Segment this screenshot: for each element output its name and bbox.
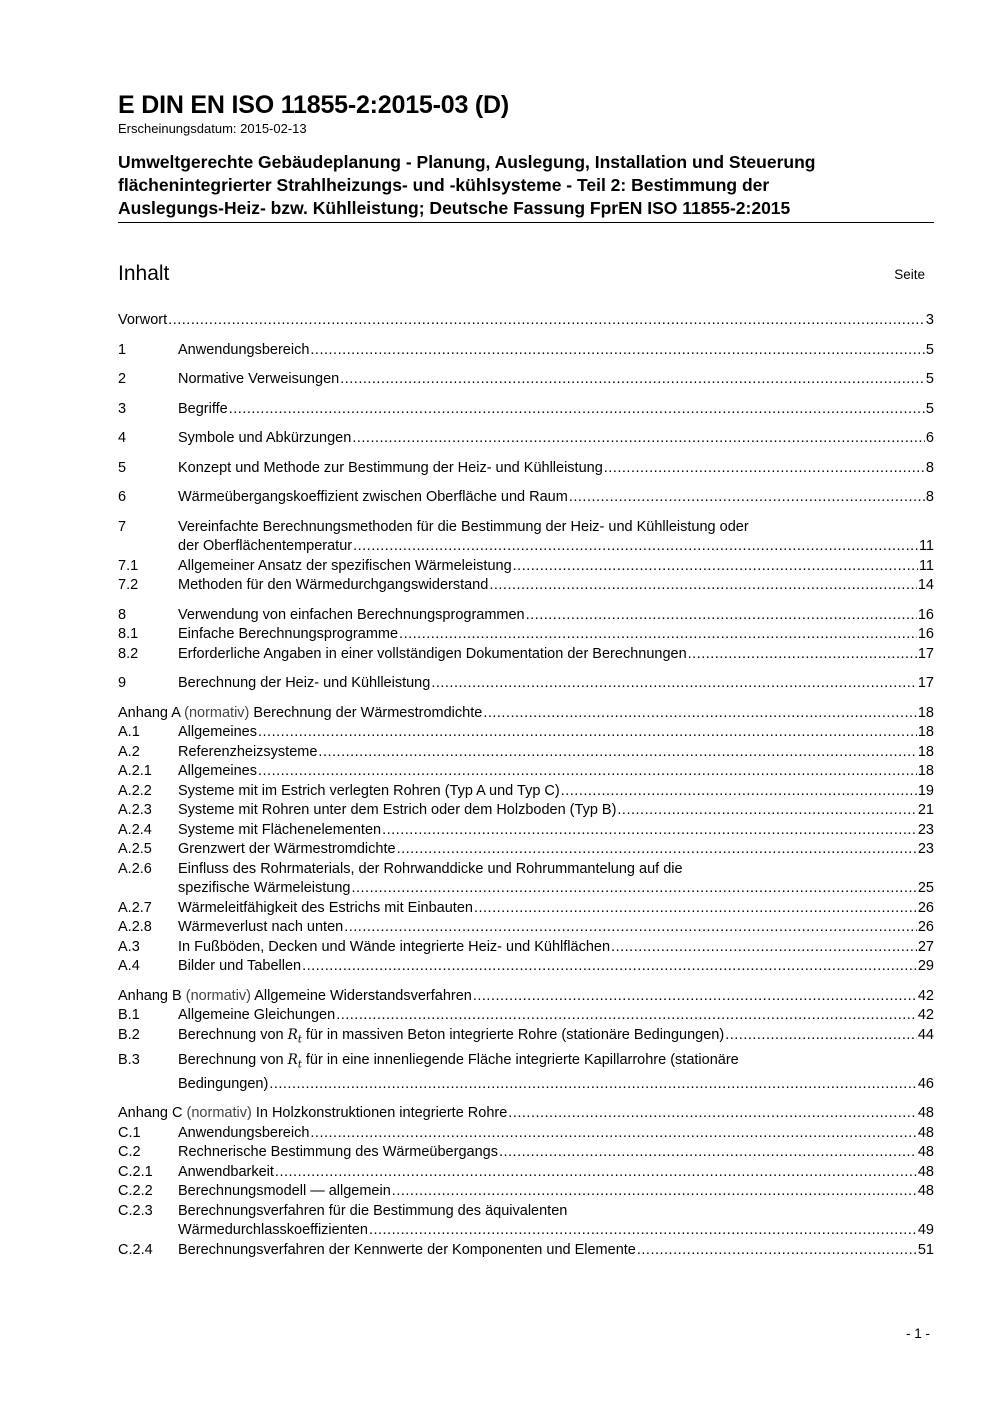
toc-entry-title: spezifische Wärmeleistung xyxy=(178,880,351,896)
toc-entry-title: Anwendungsbereich xyxy=(178,341,310,358)
document-title xyxy=(118,151,934,223)
toc-entry-title: Allgemeines xyxy=(178,724,257,740)
toc-entry-number: 8 xyxy=(118,606,127,623)
toc-entry[interactable] xyxy=(118,879,934,899)
annex-label: Anhang B xyxy=(118,987,182,1004)
annex-label: Anhang C xyxy=(118,1105,183,1121)
toc-entry-title: Einfluss des Rohrmaterials, der Rohrwanddicke und Rohrummantelung auf die xyxy=(178,860,683,877)
dot-leader xyxy=(310,1124,916,1144)
toc-entry[interactable] xyxy=(118,1051,934,1071)
toc-entry-title: In Fußböden, Decken und Wände integrierte Heiz- und Kühlflächen xyxy=(178,938,611,955)
toc-entry[interactable] xyxy=(118,723,934,743)
toc-entry-number: A.2.6 xyxy=(118,860,152,877)
toc-entry-number: 3 xyxy=(118,400,127,417)
dot-leader xyxy=(269,1075,917,1095)
toc-entry-page: 18 xyxy=(917,704,934,721)
toc-entry-title: Symbole und Abkürzungen xyxy=(178,430,352,446)
toc-entry-title: der Oberflächentemperatur xyxy=(178,538,353,554)
symbol-subscript: t xyxy=(297,1034,302,1046)
toc-entry[interactable] xyxy=(118,1006,934,1026)
toc-entry[interactable] xyxy=(118,821,934,841)
toc-entry-number: A.2.8 xyxy=(118,919,152,935)
dot-leader xyxy=(392,1182,917,1202)
dot-leader xyxy=(258,723,917,743)
toc-entry[interactable] xyxy=(118,311,934,331)
toc-entry-page: 17 xyxy=(917,675,934,691)
toc-entry-number: 7.2 xyxy=(118,577,139,593)
title-line: Auslegungs-Heiz- bzw. Kühlleistung; Deutsche Fassung FprEN ISO 11855-2:2015 xyxy=(118,198,791,218)
toc-entry-title: Berechnung der Heiz- und Kühlleistung xyxy=(178,675,431,691)
toc-entry[interactable] xyxy=(118,1241,934,1261)
toc-entry-page: 29 xyxy=(917,958,934,974)
toc-entry[interactable] xyxy=(118,987,934,1007)
dot-leader xyxy=(229,400,925,420)
dot-leader xyxy=(369,1221,917,1241)
toc-entry[interactable] xyxy=(118,957,934,977)
annex-normative-tag: (normativ) xyxy=(184,704,250,721)
toc-entry-number: B.1 xyxy=(118,1007,140,1023)
toc-entry-number: 5 xyxy=(118,459,127,476)
annex-normative-tag: (normativ) xyxy=(186,1105,252,1121)
dot-leader xyxy=(382,821,917,841)
toc-entry-number: 8.2 xyxy=(118,645,139,662)
toc-entry[interactable] xyxy=(118,743,934,763)
toc-entry-page: 11 xyxy=(918,538,934,554)
dot-leader xyxy=(336,1006,917,1026)
symbol-subscript: t xyxy=(297,1059,302,1071)
toc-entry-page: 21 xyxy=(917,802,934,818)
document-id: E DIN EN ISO 11855-2:2015-03 (D) xyxy=(118,91,509,119)
publication-date: Erscheinungsdatum: 2015-02-13 xyxy=(118,121,307,136)
document-page xyxy=(118,90,934,1260)
toc-entry-number: A.2 xyxy=(118,743,140,760)
dot-leader xyxy=(310,341,925,361)
dot-leader xyxy=(344,918,917,938)
toc-entry-number: 8.1 xyxy=(118,626,139,642)
dot-leader xyxy=(617,801,916,821)
toc-entry-page: 14 xyxy=(917,577,934,593)
toc-entry[interactable] xyxy=(118,400,934,420)
symbol-rt xyxy=(287,1052,302,1071)
toc-entry-page: 48 xyxy=(917,1144,934,1160)
dot-leader xyxy=(611,938,917,958)
dot-leader xyxy=(637,1241,917,1261)
toc-entry-number: C.2.4 xyxy=(118,1241,153,1258)
toc-entry-title: Normative Verweisungen xyxy=(178,371,340,387)
toc-entry-page: 8 xyxy=(925,459,934,476)
toc-entry-page: 3 xyxy=(925,312,934,328)
toc-entry-title-part: Berechnung von xyxy=(178,1052,284,1068)
toc-entry[interactable] xyxy=(118,625,934,645)
toc-entry-number: A.4 xyxy=(118,958,140,974)
toc-entry-title xyxy=(118,704,482,724)
toc-entry-title xyxy=(118,987,472,1007)
toc-entry-number: 7.1 xyxy=(118,557,139,574)
toc-entry[interactable] xyxy=(118,938,934,958)
toc-entry-page: 44 xyxy=(917,1026,934,1043)
toc-entry[interactable] xyxy=(118,801,934,821)
toc-entry[interactable] xyxy=(118,606,934,626)
toc-entry-number: A.2.3 xyxy=(118,802,152,818)
toc-entry-number: 2 xyxy=(118,371,127,387)
toc-entry-page: 42 xyxy=(917,1007,934,1023)
toc-entry[interactable] xyxy=(118,1163,934,1183)
toc-entry-number: B.2 xyxy=(118,1026,140,1043)
toc-entry-page: 51 xyxy=(917,1241,934,1258)
toc-entry[interactable] xyxy=(118,1202,934,1222)
title-line: flächenintegrierter Strahlheizungs- und -kühlsysteme - Teil 2: Bestimmung der xyxy=(118,175,770,195)
toc-entry-page: 48 xyxy=(917,1163,934,1180)
toc-entry-number: A.1 xyxy=(118,724,140,740)
toc-entry[interactable] xyxy=(118,459,934,479)
toc-entry[interactable] xyxy=(118,645,934,665)
toc-entry-title-part: Berechnung von xyxy=(178,1026,284,1043)
dot-leader xyxy=(258,762,917,782)
toc-entry-title: Methoden für den Wärmedurchgangswiderstand xyxy=(178,577,489,593)
toc-entry-title: Grenzwert der Wärmestromdichte xyxy=(178,841,396,857)
toc-entry[interactable] xyxy=(118,537,934,557)
dot-leader xyxy=(604,459,925,479)
toc-entry[interactable] xyxy=(118,860,934,880)
toc-entry-title: Systeme mit Flächenelementen xyxy=(178,821,382,838)
toc-entry-title: Allgemeiner Ansatz der spezifischen Wärmeleistung xyxy=(178,557,512,574)
toc-entry-number: A.3 xyxy=(118,938,140,955)
toc-entry-title: Vorwort xyxy=(118,312,168,328)
toc-entry-page: 49 xyxy=(917,1222,934,1238)
toc-entry-title: Berechnungsverfahren der Kennwerte der Komponenten und Elemente xyxy=(178,1241,636,1258)
toc-entry-number: C.2.2 xyxy=(118,1183,153,1199)
dot-leader xyxy=(489,576,917,596)
dot-leader xyxy=(340,370,925,390)
dot-leader xyxy=(499,1143,917,1163)
symbol-letter: R xyxy=(287,1026,298,1043)
toc-entry-page: 26 xyxy=(917,919,934,935)
title-line: Umweltgerechte Gebäudeplanung - Planung, Auslegung, Installation und Steuerung xyxy=(118,152,816,172)
page-column-label: Seite xyxy=(894,267,925,282)
toc-entry-page: 16 xyxy=(917,626,934,642)
toc-entry-title: Allgemeine Gleichungen xyxy=(178,1007,336,1023)
toc-entry-number: 9 xyxy=(118,675,127,691)
dot-leader xyxy=(513,557,918,577)
toc-entry-number: A.2.5 xyxy=(118,841,152,857)
toc-entry-number: A.2.4 xyxy=(118,821,152,838)
toc-entry-page: 16 xyxy=(917,606,934,623)
toc-entry[interactable] xyxy=(118,557,934,577)
toc-entry[interactable] xyxy=(118,576,934,596)
annex-title: In Holzkonstruktionen integrierte Rohre xyxy=(255,1105,508,1121)
toc-entry-page: 48 xyxy=(917,1183,934,1199)
toc-entry-page: 46 xyxy=(917,1075,934,1092)
toc-entry-page: 5 xyxy=(925,371,934,387)
dot-leader xyxy=(168,311,925,331)
table-of-contents xyxy=(118,311,934,1260)
dot-leader xyxy=(318,743,916,763)
toc-entry[interactable] xyxy=(118,1104,934,1124)
toc-entry[interactable] xyxy=(118,840,934,860)
toc-entry-number: 4 xyxy=(118,430,127,446)
toc-entry-page: 25 xyxy=(917,880,934,896)
annex-normative-tag: (normativ) xyxy=(185,987,251,1004)
dot-leader xyxy=(688,645,917,665)
toc-entry-title: Bedingungen) xyxy=(178,1075,269,1092)
toc-entry-page: 6 xyxy=(925,430,934,446)
toc-entry-number: C.1 xyxy=(118,1124,141,1141)
toc-entry-title: Referenzheizsysteme xyxy=(178,743,318,760)
toc-entry-page: 5 xyxy=(925,400,934,417)
toc-entry-title: Erforderliche Angaben in einer vollständigen Dokumentation der Berechnungen xyxy=(178,645,687,662)
toc-entry[interactable] xyxy=(118,341,934,361)
toc-entry-title: Systeme mit Rohren unter dem Estrich oder dem Holzboden (Typ B) xyxy=(178,802,617,818)
toc-entry-number: 7 xyxy=(118,518,127,535)
toc-entry-number: C.2.1 xyxy=(118,1163,153,1180)
toc-entry-title: Berechnungsmodell — allgemein xyxy=(178,1183,391,1199)
dot-leader xyxy=(431,674,917,694)
toc-entry-title-part: für in massiven Beton integrierte Rohre (stationäre Bedingungen) xyxy=(305,1026,725,1043)
toc-entry-title xyxy=(178,1051,934,1075)
toc-entry-title: Vereinfachte Berechnungsmethoden für die Bestimmung der Heiz- und Kühlleistung oder xyxy=(178,518,749,535)
toc-entry-number: C.2 xyxy=(118,1144,141,1160)
toc-entry-number: A.2.2 xyxy=(118,782,152,799)
toc-entry-title: Berechnungsverfahren für die Bestimmung des äquivalenten xyxy=(178,1202,568,1219)
dot-leader xyxy=(474,899,917,919)
toc-entry-title-part: für in eine innenliegende Fläche integrierte Kapillarrohre (stationäre xyxy=(305,1052,739,1068)
toc-entry-page: 23 xyxy=(917,821,934,838)
toc-entry-page: 17 xyxy=(917,645,934,662)
dot-leader xyxy=(473,987,917,1007)
toc-entry[interactable] xyxy=(118,370,934,390)
toc-entry[interactable] xyxy=(118,488,934,508)
toc-entry-number: 6 xyxy=(118,489,127,505)
dot-leader xyxy=(483,704,917,724)
dot-leader xyxy=(399,625,917,645)
toc-entry-page: 18 xyxy=(917,724,934,740)
toc-entry[interactable] xyxy=(118,1075,934,1095)
toc-entry-page: 11 xyxy=(918,557,934,574)
toc-entry-page: 19 xyxy=(917,782,934,799)
dot-leader xyxy=(351,879,916,899)
dot-leader xyxy=(352,429,925,449)
toc-entry-title: Anwendbarkeit xyxy=(178,1163,274,1180)
toc-entry-title: Systeme mit im Estrich verlegten Rohren (Typ A und Typ C) xyxy=(178,782,560,799)
annex-label: Anhang A xyxy=(118,704,181,721)
dot-leader xyxy=(725,1026,917,1046)
toc-entry-title: Bilder und Tabellen xyxy=(178,958,302,974)
toc-entry-number: 1 xyxy=(118,341,127,358)
toc-entry-number: B.3 xyxy=(118,1052,140,1068)
toc-entry[interactable] xyxy=(118,1221,934,1241)
dot-leader xyxy=(526,606,917,626)
toc-entry-title: Einfache Berechnungsprogramme xyxy=(178,626,399,642)
toc-header xyxy=(118,261,934,291)
toc-entry[interactable] xyxy=(118,704,934,724)
toc-entry[interactable] xyxy=(118,762,934,782)
toc-entry-page: 27 xyxy=(917,938,934,955)
toc-entry-title: Verwendung von einfachen Berechnungsprogrammen xyxy=(178,606,525,623)
toc-entry-number: A.2.7 xyxy=(118,899,152,916)
toc-entry-page: 42 xyxy=(917,987,934,1004)
toc-entry[interactable] xyxy=(118,518,934,538)
dot-leader xyxy=(275,1163,917,1183)
toc-entry-page: 5 xyxy=(925,341,934,358)
annex-title: Berechnung der Wärmestromdichte xyxy=(253,704,483,721)
toc-entry-title: Allgemeines xyxy=(178,763,257,779)
toc-entry-page: 23 xyxy=(917,841,934,857)
toc-entry-number: C.2.3 xyxy=(118,1202,153,1219)
dot-leader xyxy=(561,782,917,802)
toc-entry-title: Wärmeübergangskoeffizient zwischen Oberfläche und Raum xyxy=(178,489,568,505)
toc-entry-page: 18 xyxy=(917,743,934,760)
symbol-letter: R xyxy=(287,1052,298,1068)
toc-entry-page: 18 xyxy=(917,763,934,779)
toc-heading: Inhalt xyxy=(118,262,170,285)
toc-entry-page: 48 xyxy=(917,1124,934,1141)
toc-entry-title: Begriffe xyxy=(178,400,228,417)
toc-entry[interactable] xyxy=(118,899,934,919)
toc-entry-title: Wärmeleitfähigkeit des Estrichs mit Einbauten xyxy=(178,899,473,916)
symbol-rt xyxy=(287,1026,302,1046)
toc-entry[interactable] xyxy=(118,1182,934,1202)
page-number: - 1 - xyxy=(905,1326,930,1341)
dot-leader xyxy=(569,488,925,508)
toc-entry[interactable] xyxy=(118,1143,934,1163)
toc-entry[interactable] xyxy=(118,1124,934,1144)
toc-entry-title xyxy=(118,1104,507,1124)
annex-title: Allgemeine Widerstandsverfahren xyxy=(254,987,472,1004)
dot-leader xyxy=(397,840,917,860)
toc-entry[interactable] xyxy=(118,429,934,449)
dot-leader xyxy=(302,957,917,977)
dot-leader xyxy=(508,1104,917,1124)
toc-entry-page: 48 xyxy=(917,1105,934,1121)
toc-entry-title: Konzept und Methode zur Bestimmung der Heiz- und Kühlleistung xyxy=(178,459,603,476)
toc-entry-title xyxy=(178,1026,724,1050)
toc-entry[interactable] xyxy=(118,674,934,694)
toc-entry-page: 8 xyxy=(925,489,934,505)
toc-entry[interactable] xyxy=(118,782,934,802)
dot-leader xyxy=(353,537,918,557)
toc-entry-title: Wärmedurchlasskoeffizienten xyxy=(178,1222,368,1238)
toc-entry[interactable] xyxy=(118,918,934,938)
toc-entry[interactable] xyxy=(118,1026,934,1046)
toc-entry-title: Anwendungsbereich xyxy=(178,1124,310,1141)
toc-entry-number: A.2.1 xyxy=(118,763,152,779)
toc-entry-title: Wärmeverlust nach unten xyxy=(178,919,344,935)
toc-entry-title: Rechnerische Bestimmung des Wärmeübergangs xyxy=(178,1144,498,1160)
toc-entry-page: 26 xyxy=(917,899,934,916)
